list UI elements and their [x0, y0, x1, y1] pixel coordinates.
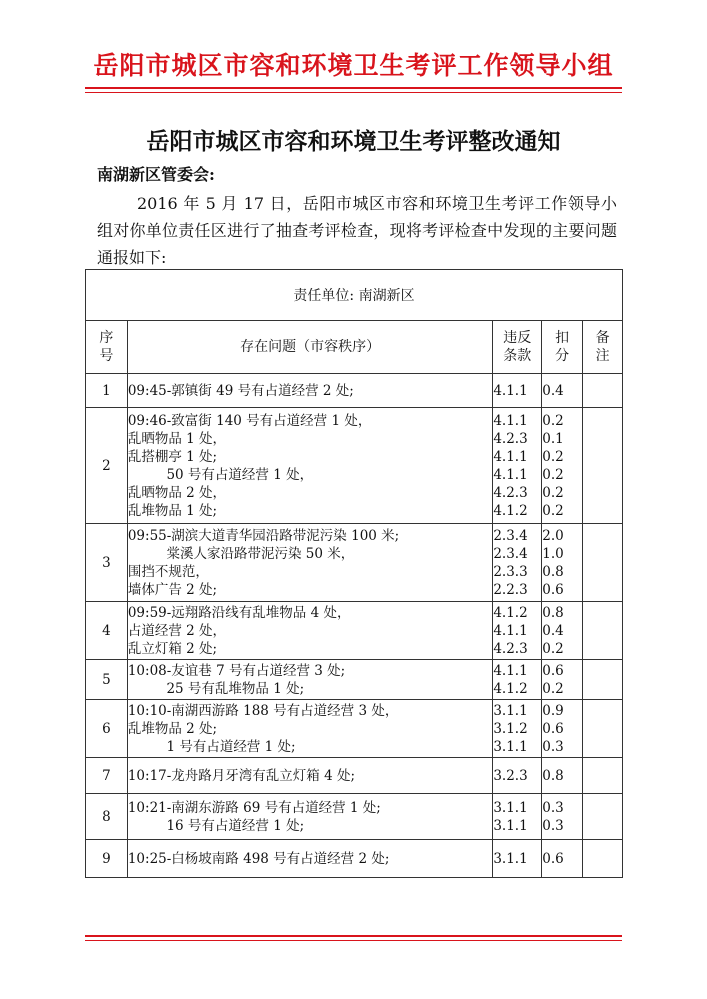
table-row — [86, 700, 623, 758]
clause-cell — [493, 700, 542, 758]
issue-text: 10:08-友谊巷 7 号有占道经营 3 处; — [127, 662, 346, 679]
clause-text: 4.1.1 — [493, 412, 528, 429]
table-row — [86, 374, 623, 408]
addressee: 南湖新区管委会: — [97, 165, 215, 184]
issue-cell — [127, 758, 492, 794]
row-number: 9 — [86, 840, 128, 878]
note-cell — [583, 758, 623, 794]
score-text: 0.3 — [542, 799, 564, 816]
score-text: 0.2 — [542, 466, 564, 483]
organization-header: 岳阳市城区市容和环境卫生考评工作领导小组 — [93, 51, 614, 80]
row-number: 3 — [86, 524, 128, 602]
issue-cell — [127, 794, 492, 840]
issue-cell — [127, 408, 492, 524]
score-text: 1.0 — [542, 545, 564, 562]
issue-text: 乱堆物品 1 处; — [127, 502, 218, 519]
score-text: 0.3 — [542, 817, 564, 834]
note-cell — [583, 524, 623, 602]
clause-cell — [493, 794, 542, 840]
issue-text: 乱堆物品 2 处; — [127, 720, 218, 737]
footer-rule-thin — [85, 940, 622, 941]
issue-text: 1 号有占道经营 1 处; — [127, 738, 296, 755]
notice-title: 岳阳市城区市容和环境卫生考评整改通知 — [146, 128, 561, 155]
header-rule-thick — [85, 87, 622, 89]
row-number: 7 — [86, 758, 128, 794]
issue-cell — [127, 524, 492, 602]
note-cell — [583, 602, 623, 660]
clause-cell — [493, 408, 542, 524]
clause-text: 4.1.2 — [493, 604, 528, 621]
note-cell — [583, 374, 623, 408]
issue-cell — [127, 374, 492, 408]
issue-text: 乱立灯箱 2 处; — [127, 640, 218, 657]
score-text: 0.6 — [542, 581, 564, 598]
note-cell — [583, 794, 623, 840]
table-row — [86, 408, 623, 524]
clause-text: 3.1.1 — [493, 738, 528, 755]
score-text: 0.3 — [542, 738, 564, 755]
score-text: 0.9 — [542, 702, 564, 719]
header-rule-thin — [85, 92, 622, 93]
footer-rule-thick — [85, 935, 622, 937]
row-number: 6 — [86, 700, 128, 758]
clause-cell — [493, 602, 542, 660]
score-text: 0.1 — [542, 430, 564, 447]
score-cell — [542, 758, 583, 794]
row-number: 2 — [86, 408, 128, 524]
issue-cell — [127, 700, 492, 758]
score-text: 0.6 — [542, 662, 564, 679]
score-text: 0.2 — [542, 680, 564, 697]
clause-cell — [493, 660, 542, 700]
note-cell — [583, 700, 623, 758]
clause-text: 4.1.1 — [493, 448, 528, 465]
header-note: 备注 — [583, 321, 623, 374]
score-cell — [542, 524, 583, 602]
clause-cell — [493, 524, 542, 602]
clause-text: 2.3.4 — [493, 527, 528, 544]
score-text: 0.4 — [542, 622, 564, 639]
row-number: 5 — [86, 660, 128, 700]
issue-text: 09:55-湖滨大道青华园沿路带泥污染 100 米; — [127, 527, 400, 544]
row-number: 4 — [86, 602, 128, 660]
issue-text: 墙体广告 2 处; — [127, 581, 218, 598]
clause-text: 4.2.3 — [493, 484, 528, 501]
row-number: 1 — [86, 374, 128, 408]
table-row — [86, 840, 623, 878]
issue-text: 25 号有乱堆物品 1 处; — [127, 680, 305, 697]
inspection-table — [85, 269, 623, 878]
header-clause: 违反条款 — [493, 321, 542, 374]
issue-text: 10:17-龙舟路月牙湾有乱立灯箱 4 处; — [127, 767, 356, 784]
score-text: 0.8 — [542, 563, 564, 580]
clause-text: 3.1.2 — [493, 720, 528, 737]
table-row — [86, 524, 623, 602]
issue-text: 09:59-远翔路沿线有乱堆物品 4 处， — [127, 604, 351, 621]
clause-text: 3.1.1 — [493, 817, 528, 834]
issue-text: 围挡不规范， — [127, 563, 209, 580]
issue-text: 09:45-郭镇街 49 号有占道经营 2 处; — [127, 382, 354, 399]
header-num: 序号 — [86, 321, 128, 374]
table-row — [86, 660, 623, 700]
issue-text: 占道经营 2 处， — [127, 622, 227, 639]
score-cell — [542, 374, 583, 408]
header-score: 扣分 — [542, 321, 583, 374]
score-cell — [542, 840, 583, 878]
score-cell — [542, 660, 583, 700]
clause-text: 3.1.1 — [493, 702, 528, 719]
table-row — [86, 758, 623, 794]
issue-text: 10:25-白杨坡南路 498 号有占道经营 2 处; — [127, 850, 390, 867]
issue-cell — [127, 840, 492, 878]
clause-text: 4.1.1 — [493, 662, 528, 679]
issue-text: 10:21-南湖东游路 69 号有占道经营 1 处; — [127, 799, 381, 816]
issue-cell — [127, 660, 492, 700]
clause-text: 4.1.2 — [493, 680, 528, 697]
header-issue: 存在问题（市容秩序） — [127, 321, 492, 374]
score-text: 0.2 — [542, 502, 564, 519]
clause-text: 4.1.1 — [493, 622, 528, 639]
clause-cell — [493, 374, 542, 408]
issue-text: 09:46-致富街 140 号有占道经营 1 处， — [127, 412, 372, 429]
issue-cell — [127, 602, 492, 660]
issue-text: 50 号有占道经营 1 处， — [127, 466, 314, 483]
score-cell — [542, 700, 583, 758]
score-text: 0.8 — [542, 767, 564, 784]
clause-text: 2.3.3 — [493, 563, 528, 580]
clause-cell — [493, 758, 542, 794]
issue-text: 棠溪人家沿路带泥污染 50 米， — [127, 545, 355, 562]
clause-text: 4.2.3 — [493, 430, 528, 447]
issue-text: 乱晒物品 2 处， — [127, 484, 227, 501]
row-number: 8 — [86, 794, 128, 840]
issue-text: 16 号有占道经营 1 处; — [127, 817, 305, 834]
notice-body: 2016 年 5 月 17 日，岳阳市城区市容和环境卫生考评工作领导小组对你单位责任区进行了抽查考评检查，现将考评检查中发现的主要问题通报如下: — [97, 194, 617, 267]
clause-text: 4.1.1 — [493, 382, 528, 399]
score-text: 0.2 — [542, 448, 564, 465]
clause-text: 3.2.3 — [493, 767, 528, 784]
score-cell — [542, 408, 583, 524]
responsible-unit: 责任单位: 南湖新区 — [86, 270, 623, 321]
issue-text: 乱搭棚亭 1 处; — [127, 448, 218, 465]
clause-text: 3.1.1 — [493, 850, 528, 867]
note-cell — [583, 408, 623, 524]
table-row — [86, 794, 623, 840]
issue-text: 乱晒物品 1 处， — [127, 430, 227, 447]
score-cell — [542, 602, 583, 660]
clause-text: 2.3.4 — [493, 545, 528, 562]
table-row — [86, 602, 623, 660]
score-text: 0.8 — [542, 604, 564, 621]
note-cell — [583, 840, 623, 878]
score-text: 0.2 — [542, 412, 564, 429]
score-text: 2.0 — [542, 527, 564, 544]
note-cell — [583, 660, 623, 700]
score-text: 0.6 — [542, 720, 564, 737]
score-text: 0.4 — [542, 382, 564, 399]
clause-text: 4.2.3 — [493, 640, 528, 657]
score-cell — [542, 794, 583, 840]
score-text: 0.2 — [542, 640, 564, 657]
score-text: 0.2 — [542, 484, 564, 501]
clause-cell — [493, 840, 542, 878]
table-body — [86, 374, 623, 878]
clause-text: 2.2.3 — [493, 581, 528, 598]
clause-text: 4.1.1 — [493, 466, 528, 483]
score-text: 0.6 — [542, 850, 564, 867]
clause-text: 3.1.1 — [493, 799, 528, 816]
issue-text: 10:10-南湖西游路 188 号有占道经营 3 处， — [127, 702, 399, 719]
clause-text: 4.1.2 — [493, 502, 528, 519]
